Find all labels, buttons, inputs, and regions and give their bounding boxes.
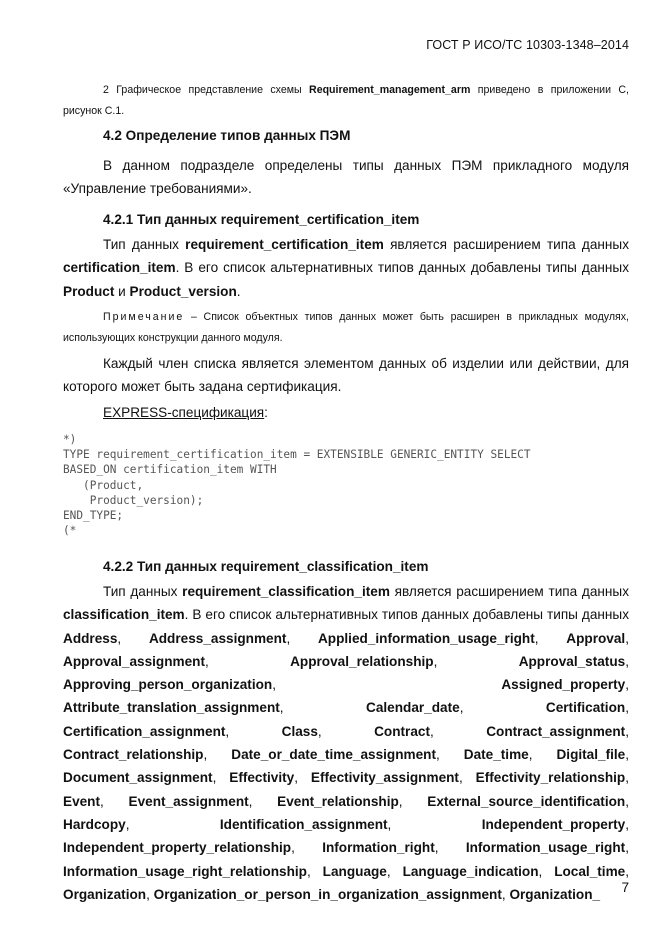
alt-type-list-item: Effectivity_assignment — [310, 770, 459, 786]
alt-type-list-item: Certification — [545, 700, 626, 716]
type-name: requirement_classification_item — [182, 584, 390, 599]
alt-type-list-item: Event_relationship — [277, 793, 399, 809]
alt-type-list-item: Approval_assignment — [63, 653, 206, 669]
section-heading-4-2: 4.2 Определение типов данных ПЭМ — [103, 128, 351, 143]
alt-type-list-item: Address_assignment — [148, 630, 287, 646]
alt-type-list-item: Local_time — [554, 863, 626, 879]
alt-type-list-item: Approval_status — [518, 653, 626, 669]
alt-type: Product_version — [129, 283, 237, 299]
page-number: 7 — [621, 880, 629, 895]
section-4-2-1-body-2: Каждый член списка является элементом данных об изделии или действии, для которого может быть задана сертификация. — [63, 356, 629, 395]
alt-type-list-item: Independent_property_relationship — [63, 840, 292, 856]
alt-type-list-item: Information_usage_right — [465, 840, 626, 856]
alt-type-list-item: Applied_information_usage_right — [317, 630, 535, 646]
alt-type-list-item: Event_assignment — [128, 793, 249, 809]
alt-type-list-item: Assigned_property — [501, 677, 626, 693]
alt-type-list-item: Date_time — [463, 747, 529, 763]
express-label-line: EXPRESS-спецификация: — [103, 405, 268, 420]
alt-type-list-item: Calendar_date — [366, 700, 460, 716]
type-name: requirement_certification_item — [185, 237, 384, 252]
alt-type-list-item: Attribute_translation_assignment — [63, 700, 280, 716]
alt-type-list-item: Information_usage_right_relationship — [63, 863, 307, 879]
note-extensibility: Примечание – Список объектных типов данных может быть расширен в прикладных модулях, использующих конструкции данного модуля. — [63, 311, 629, 344]
alt-type-list-item: Certification_assignment — [63, 723, 226, 739]
section-heading-4-2-2: 4.2.2 Тип данных requirement_classification_item — [103, 559, 429, 574]
express-label: EXPRESS-спецификация — [103, 405, 265, 420]
alt-type-list-item: Language — [322, 863, 387, 879]
alt-type-list-item: Organization — [63, 886, 147, 902]
alt-type: Product — [63, 283, 115, 299]
alt-type-list-item: Approval — [566, 630, 626, 646]
alt-type-list-item: Address — [63, 630, 118, 646]
alt-type-list-item: Information_right — [322, 840, 435, 856]
section-heading-4-2-1: 4.2.1 Тип данных requirement_certification_item — [103, 212, 420, 227]
alt-type-list-item: Class — [281, 723, 318, 739]
alt-type-list-item: Approving_person_organization — [63, 677, 273, 693]
alt-type-list-item: Contract — [374, 723, 430, 739]
alt-type-list-item: Identification_assignment — [219, 816, 388, 832]
express-code-block: *) TYPE requirement_certification_item = EXTENSIBLE GENERIC_ENTITY SELECT BASED_ON certification_item WITH (Product, Product_version); END_TYPE; (* — [63, 433, 531, 538]
base-type-name: classification_item — [63, 607, 185, 623]
alt-type-list-item: Effectivity_relationship — [475, 770, 626, 786]
alt-type-list-item: Contract_relationship — [63, 747, 204, 763]
note-schema-figure: 2 Графическое представление схемы Requirement_management_arm приведено в приложении С, рисунок С.1. — [63, 84, 629, 117]
alt-type-list-item: Organization_ — [509, 886, 601, 902]
alt-type-list-item: Hardcopy — [63, 816, 126, 832]
alt-type-list-item: Event — [63, 793, 101, 809]
alt-type-list-item: Language_indication — [402, 863, 539, 879]
alt-type-list-item: Independent_property — [481, 816, 626, 832]
alt-type-list-item: Organization_or_person_in_organization_assignment — [153, 886, 502, 902]
alt-type-list-item: External_source_identification — [427, 793, 626, 809]
base-type-name: certification_item — [63, 260, 176, 276]
section-4-2-1-body: Тип данных requirement_certification_item является расширением типа данных certification_item. В его список альтернативных типов данных добавлены типы данных Product и Product_version. — [63, 237, 629, 299]
alt-type-list-item: Approval_relationship — [290, 653, 434, 669]
alt-type-list-item: Document_assignment — [63, 770, 213, 786]
section-4-2-body: В данном подразделе определены типы данных ПЭМ прикладного модуля «Управление требованиями». — [63, 158, 629, 197]
alt-type-list: Address, Address_assignment, Applied_information_usage_right, Approval, Approval_assignment, Approval_relationship, Approval_status, Approving_person_organization, Assigned_property, Attribute_translation_assignment, Calendar_date, Certification, Certification_assignment, Class, Contract, Contract_assignment, Contract_relationship, Date_or_date_time_assignment, Date_time, Digital_file, Document_assignment, Effectivity, Effectivity_assignment, Effectivity_relationship, Event, Event_assignment, Event_relationship, External_source_identification, Hardcopy, Identification_assignment, Independent_property, Independent_property_relationship, Information_right, Information_usage_right, Information_usage_right_relationship, Language, Language_indication, Local_time, Organization, Organization_or_person_in_organization_assignment, Organization_ — [63, 630, 630, 902]
alt-type-list-item: Contract_assignment — [486, 723, 626, 739]
document-header: ГОСТ Р ИСО/ТС 10303-1348–2014 — [426, 38, 629, 52]
alt-type-list-item: Digital_file — [556, 747, 626, 763]
note-label: Примечание — [103, 311, 185, 323]
alt-type-list-item: Effectivity — [229, 770, 295, 786]
section-4-2-2-body: Тип данных requirement_classification_item является расширением типа данных classification_item. В его список альтернативных типов данных добавлены типы данных Address, Address_assignment, Applied_information_usage_right, Approval, Approval_assignment, Approval_relationship, Approval_status, Approving_person_organization, Assigned_property, Attribute_translation_assignment, Calendar_date, Certification, Certification_assignment, Class, Contract, Contract_assignment, Contract_relationship, Date_or_date_time_assignment, Date_time, Digital_file, Document_assignment, Effectivity, Effectivity_assignment, Effectivity_relationship, Event, Event_assignment, Event_relationship, External_source_identification, Hardcopy, Identification_assignment, Independent_property, Independent_property_relationship, Information_right, Information_usage_right, Information_usage_right_relationship, Language, Language_indication, Local_time, Organization, Organization_or_person_in_organization_assignment, Organization_ — [63, 584, 630, 902]
schema-name: Requirement_management_arm — [309, 84, 471, 96]
alt-type-list-item: Date_or_date_time_assignment — [231, 747, 436, 763]
